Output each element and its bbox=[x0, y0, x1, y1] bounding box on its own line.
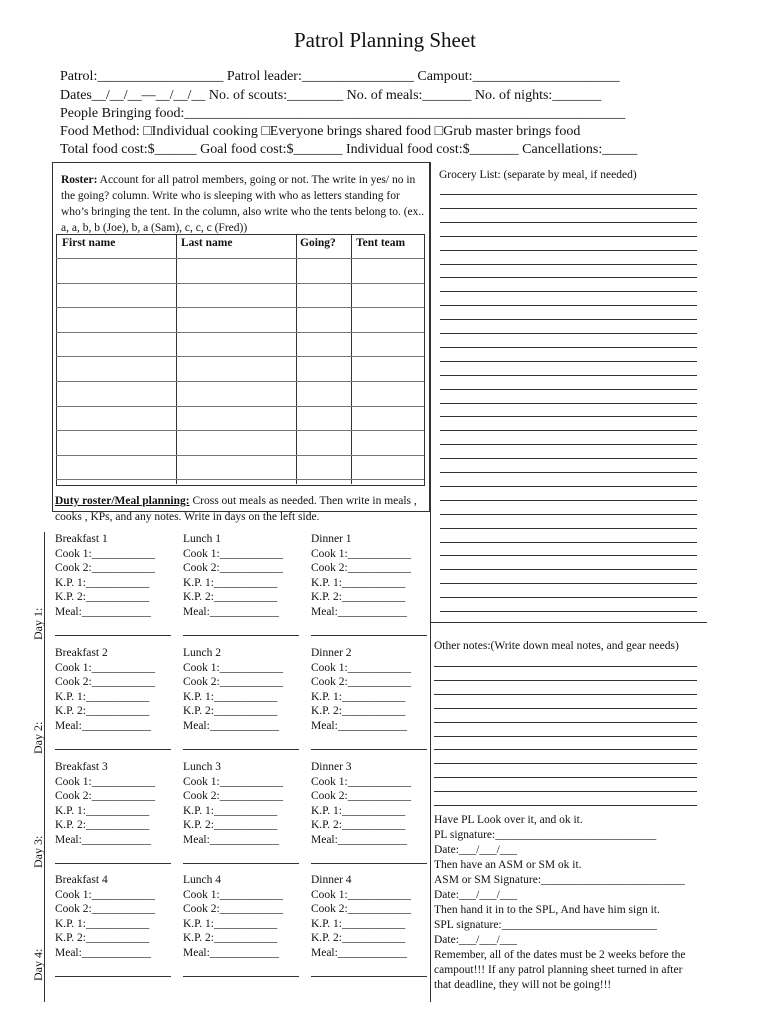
meal-title: Breakfast 4 bbox=[55, 874, 108, 886]
meal-field[interactable]: K.P. 1:___________ bbox=[311, 804, 406, 817]
day-column-line bbox=[44, 532, 45, 1002]
grocery-line[interactable] bbox=[440, 291, 697, 292]
notes-line[interactable] bbox=[434, 680, 697, 681]
meal-field[interactable]: Cook 1:___________ bbox=[183, 547, 283, 560]
notes-line[interactable] bbox=[434, 722, 697, 723]
header-people-line[interactable]: People Bringing food:_______________________________________________________________ bbox=[60, 106, 626, 121]
meal-title: Lunch 4 bbox=[183, 874, 222, 886]
meal-block bbox=[311, 760, 411, 848]
meal-title: Dinner 4 bbox=[311, 874, 352, 886]
notes-line[interactable] bbox=[434, 736, 697, 737]
meal-field[interactable]: K.P. 1:___________ bbox=[183, 576, 278, 589]
approval-line: Remember, all of the dates must be 2 weeks before the bbox=[434, 949, 686, 961]
grocery-line[interactable] bbox=[440, 250, 697, 251]
meal-field[interactable]: Cook 1:___________ bbox=[183, 775, 283, 788]
grocery-line[interactable] bbox=[440, 430, 697, 431]
col-tent-team: Tent team bbox=[356, 237, 406, 249]
notes-line[interactable] bbox=[434, 777, 697, 778]
roster-instructions bbox=[61, 172, 426, 236]
meal-field[interactable]: Meal:____________ bbox=[311, 833, 407, 846]
grocery-line[interactable] bbox=[440, 361, 697, 362]
meal-title: Breakfast 2 bbox=[55, 647, 108, 659]
grocery-line[interactable] bbox=[440, 277, 697, 278]
meal-field[interactable]: Meal:____________ bbox=[311, 946, 407, 959]
roster-text: Account for all patrol members, going or not. The write in yes/ no in the going? column. Write who is sleeping with who as letters standing for who’s bringing the tent. In the column, also write who the tents belong to. (ex.. a, a, b, b (Joe), b, a (Sam), c, c, c (Fred)) bbox=[61, 174, 425, 234]
meal-field[interactable]: K.P. 2:___________ bbox=[55, 705, 150, 718]
meal-field[interactable]: Cook 1:___________ bbox=[55, 547, 155, 560]
meal-title: Dinner 2 bbox=[311, 647, 352, 659]
grocery-line[interactable] bbox=[440, 319, 697, 320]
approval-line: Have PL Look over it, and ok it. bbox=[434, 814, 583, 826]
meal-field[interactable]: Cook 2:___________ bbox=[183, 790, 283, 803]
table-row[interactable] bbox=[56, 455, 424, 456]
meal-field[interactable]: Meal:____________ bbox=[55, 946, 151, 959]
day-label: Day 1: bbox=[31, 607, 45, 640]
grocery-line[interactable] bbox=[440, 403, 697, 404]
meal-field[interactable]: Cook 2:___________ bbox=[183, 903, 283, 916]
meal-note-line[interactable] bbox=[183, 749, 299, 750]
meal-field[interactable]: K.P. 2:___________ bbox=[183, 819, 278, 832]
table-row[interactable] bbox=[56, 406, 424, 407]
meal-title: Dinner 3 bbox=[311, 761, 352, 773]
meal-field[interactable]: K.P. 2:___________ bbox=[55, 932, 150, 945]
meal-field[interactable]: Cook 2:___________ bbox=[311, 903, 411, 916]
table-row[interactable] bbox=[56, 332, 424, 333]
grocery-line[interactable] bbox=[440, 264, 697, 265]
meal-field[interactable]: K.P. 2:___________ bbox=[311, 932, 406, 945]
grocery-line[interactable] bbox=[440, 389, 697, 390]
meal-note-line[interactable] bbox=[55, 863, 171, 864]
grocery-line[interactable] bbox=[440, 528, 697, 529]
meal-title: Lunch 2 bbox=[183, 647, 222, 659]
grocery-line[interactable] bbox=[440, 611, 697, 612]
grocery-line[interactable] bbox=[440, 236, 697, 237]
grocery-line[interactable] bbox=[440, 542, 697, 543]
meal-field[interactable]: Cook 2:___________ bbox=[55, 562, 155, 575]
meal-field[interactable]: K.P. 2:___________ bbox=[311, 705, 406, 718]
approval-line[interactable]: Date:___/___/___ bbox=[434, 844, 518, 856]
meal-block bbox=[311, 873, 411, 961]
approval-line[interactable]: SPL signature:___________________________ bbox=[434, 919, 657, 931]
column-divider bbox=[430, 162, 431, 1002]
meal-field[interactable]: Meal:____________ bbox=[55, 833, 151, 846]
meal-block bbox=[183, 873, 283, 961]
meal-note-line[interactable] bbox=[55, 749, 171, 750]
meal-field[interactable]: Meal:____________ bbox=[183, 946, 279, 959]
grocery-line[interactable] bbox=[440, 569, 697, 570]
grocery-line[interactable] bbox=[440, 583, 697, 584]
approval-line[interactable]: Date:___/___/___ bbox=[434, 934, 518, 946]
header-cost-line[interactable]: Total food cost:$______ Goal food cost:$_______ Individual food cost:$_______ Cancellations:_____ bbox=[60, 142, 638, 157]
meal-note-line[interactable] bbox=[311, 749, 427, 750]
duty-instructions bbox=[55, 493, 425, 525]
notes-label: Other notes:(Write down meal notes, and gear needs) bbox=[434, 640, 679, 652]
meal-field[interactable]: K.P. 2:___________ bbox=[55, 819, 150, 832]
meal-block bbox=[183, 646, 283, 734]
grocery-line[interactable] bbox=[440, 514, 697, 515]
grocery-line[interactable] bbox=[440, 472, 697, 473]
meal-field[interactable]: Cook 1:___________ bbox=[311, 661, 411, 674]
meal-field[interactable]: K.P. 2:___________ bbox=[311, 819, 406, 832]
meal-title: Lunch 1 bbox=[183, 533, 222, 545]
meal-note-line[interactable] bbox=[183, 863, 299, 864]
day-label: Day 3: bbox=[31, 835, 45, 868]
meal-field[interactable]: K.P. 1:___________ bbox=[311, 690, 406, 703]
roster-divider bbox=[296, 234, 297, 484]
meal-field[interactable]: K.P. 2:___________ bbox=[55, 591, 150, 604]
meal-block bbox=[311, 532, 411, 620]
meal-block bbox=[55, 760, 155, 848]
col-going: Going? bbox=[300, 237, 336, 249]
grocery-line[interactable] bbox=[440, 375, 697, 376]
meal-field[interactable]: Cook 1:___________ bbox=[311, 888, 411, 901]
meal-note-line[interactable] bbox=[183, 635, 299, 636]
notes-line[interactable] bbox=[434, 694, 697, 695]
meal-field[interactable]: Cook 1:___________ bbox=[183, 661, 283, 674]
meal-field[interactable]: Meal:____________ bbox=[311, 605, 407, 618]
meal-title: Breakfast 1 bbox=[55, 533, 108, 545]
meal-note-line[interactable] bbox=[311, 863, 427, 864]
roster-divider bbox=[351, 234, 352, 484]
day-label: Day 4: bbox=[31, 948, 45, 981]
grocery-line[interactable] bbox=[440, 222, 697, 223]
approval-line: Then hand it in to the SPL, And have him sign it. bbox=[434, 904, 660, 916]
meal-block bbox=[55, 532, 155, 620]
notes-line[interactable] bbox=[434, 666, 697, 667]
meal-field[interactable]: Cook 2:___________ bbox=[55, 903, 155, 916]
meal-title: Dinner 1 bbox=[311, 533, 352, 545]
approval-line[interactable]: Date:___/___/___ bbox=[434, 889, 518, 901]
meal-field[interactable]: K.P. 2:___________ bbox=[183, 932, 278, 945]
header-food-method-line[interactable]: Food Method: □Individual cooking □Everyone brings shared food □Grub master brings food bbox=[60, 124, 581, 139]
approval-line: ASM or SM Signature:_________________________ bbox=[434, 874, 685, 886]
meal-field[interactable]: K.P. 1:___________ bbox=[183, 804, 278, 817]
meal-field[interactable]: Meal:____________ bbox=[183, 719, 279, 732]
grocery-line[interactable] bbox=[440, 555, 697, 556]
meal-field[interactable]: K.P. 1:___________ bbox=[311, 576, 406, 589]
roster-label: Roster: bbox=[61, 174, 98, 186]
meal-field[interactable]: Cook 1:___________ bbox=[311, 547, 411, 560]
grocery-line[interactable] bbox=[440, 597, 697, 598]
meal-field[interactable]: K.P. 1:___________ bbox=[311, 917, 406, 930]
approval-line[interactable]: PL signature:____________________________ bbox=[434, 829, 657, 841]
roster-divider bbox=[176, 234, 177, 484]
meal-field[interactable]: Cook 1:___________ bbox=[55, 888, 155, 901]
table-row[interactable] bbox=[56, 283, 424, 284]
table-row[interactable] bbox=[56, 356, 424, 357]
grocery-line[interactable] bbox=[440, 458, 697, 459]
meal-field[interactable]: Cook 1:___________ bbox=[183, 888, 283, 901]
table-row[interactable] bbox=[56, 307, 424, 308]
meal-field[interactable]: Meal:____________ bbox=[183, 833, 279, 846]
page-title: Patrol Planning Sheet bbox=[294, 28, 476, 52]
meal-field[interactable]: Meal:____________ bbox=[311, 719, 407, 732]
approval-line: that deadline, they will not be going!!! bbox=[434, 979, 612, 991]
meal-field[interactable]: K.P. 1:___________ bbox=[55, 804, 150, 817]
meal-field[interactable]: K.P. 1:___________ bbox=[55, 576, 150, 589]
table-row[interactable] bbox=[56, 479, 424, 480]
meal-title: Lunch 3 bbox=[183, 761, 222, 773]
grocery-line[interactable] bbox=[440, 347, 697, 348]
grocery-line[interactable] bbox=[440, 444, 697, 445]
meal-field[interactable]: K.P. 1:___________ bbox=[55, 690, 150, 703]
meal-note-line[interactable] bbox=[311, 635, 427, 636]
notes-divider bbox=[430, 622, 707, 623]
table-row[interactable] bbox=[56, 381, 424, 382]
meal-field[interactable]: Cook 1:___________ bbox=[55, 775, 155, 788]
meal-note-line[interactable] bbox=[55, 976, 171, 977]
approval-line: campout!!! If any patrol planning sheet turned in after bbox=[434, 964, 683, 976]
header-dates-line[interactable]: Dates__/__/__—__/__/__ No. of scouts:________ No. of meals:_______ No. of nights:_______ bbox=[60, 88, 602, 103]
notes-line[interactable] bbox=[434, 763, 697, 764]
meal-field[interactable]: K.P. 2:___________ bbox=[311, 591, 406, 604]
grocery-line[interactable] bbox=[440, 194, 697, 195]
duty-label: Duty roster/Meal planning: bbox=[55, 495, 190, 507]
grocery-line[interactable] bbox=[440, 208, 697, 209]
duty-text: Cross out meals as needed. Then write in meals , cooks , KPs, and any notes. Write in days on the left side. bbox=[55, 495, 417, 523]
meal-field[interactable]: Cook 2:___________ bbox=[183, 562, 283, 575]
grocery-line[interactable] bbox=[440, 333, 697, 334]
day-label: Day 2: bbox=[31, 721, 45, 754]
meal-block bbox=[55, 646, 155, 734]
meal-field[interactable]: Cook 2:___________ bbox=[311, 562, 411, 575]
meal-field[interactable]: Cook 2:___________ bbox=[55, 676, 155, 689]
meal-field[interactable]: Meal:____________ bbox=[55, 719, 151, 732]
meal-field[interactable]: Cook 1:___________ bbox=[55, 661, 155, 674]
meal-note-line[interactable] bbox=[183, 976, 299, 977]
meal-field[interactable]: Cook 2:___________ bbox=[55, 790, 155, 803]
grocery-line[interactable] bbox=[440, 416, 697, 417]
meal-note-line[interactable] bbox=[311, 976, 427, 977]
meal-field[interactable]: K.P. 1:___________ bbox=[183, 690, 278, 703]
meal-field[interactable]: K.P. 1:___________ bbox=[55, 917, 150, 930]
meal-field[interactable]: Cook 2:___________ bbox=[183, 676, 283, 689]
grocery-line[interactable] bbox=[440, 500, 697, 501]
grocery-label: Grocery List: (separate by meal, if needed) bbox=[439, 169, 637, 181]
grocery-line[interactable] bbox=[440, 305, 697, 306]
col-last-name: Last name bbox=[181, 237, 233, 249]
meal-field[interactable]: Meal:____________ bbox=[183, 605, 279, 618]
table-row[interactable] bbox=[56, 258, 424, 259]
meal-field[interactable]: Meal:____________ bbox=[55, 605, 151, 618]
meal-field[interactable]: K.P. 2:___________ bbox=[183, 591, 278, 604]
meal-title: Breakfast 3 bbox=[55, 761, 108, 773]
meal-block bbox=[311, 646, 411, 734]
header-patrol-line[interactable]: Patrol:__________________ Patrol leader:________________ Campout:_____________________ bbox=[60, 69, 620, 84]
table-row[interactable] bbox=[56, 430, 424, 431]
meal-field[interactable]: Cook 1:___________ bbox=[311, 775, 411, 788]
meal-note-line[interactable] bbox=[55, 635, 171, 636]
meal-field[interactable]: K.P. 1:___________ bbox=[183, 917, 278, 930]
notes-line[interactable] bbox=[434, 749, 697, 750]
meal-block bbox=[55, 873, 155, 961]
notes-line[interactable] bbox=[434, 708, 697, 709]
approval-line: Then have an ASM or SM ok it. bbox=[434, 859, 582, 871]
col-first-name: First name bbox=[62, 237, 116, 249]
meal-field[interactable]: Cook 2:___________ bbox=[311, 676, 411, 689]
roster-table bbox=[56, 234, 425, 486]
meal-field[interactable]: Cook 2:___________ bbox=[311, 790, 411, 803]
meal-field[interactable]: K.P. 2:___________ bbox=[183, 705, 278, 718]
notes-line[interactable] bbox=[434, 805, 697, 806]
meal-block bbox=[183, 760, 283, 848]
notes-line[interactable] bbox=[434, 791, 697, 792]
meal-block bbox=[183, 532, 283, 620]
grocery-line[interactable] bbox=[440, 486, 697, 487]
